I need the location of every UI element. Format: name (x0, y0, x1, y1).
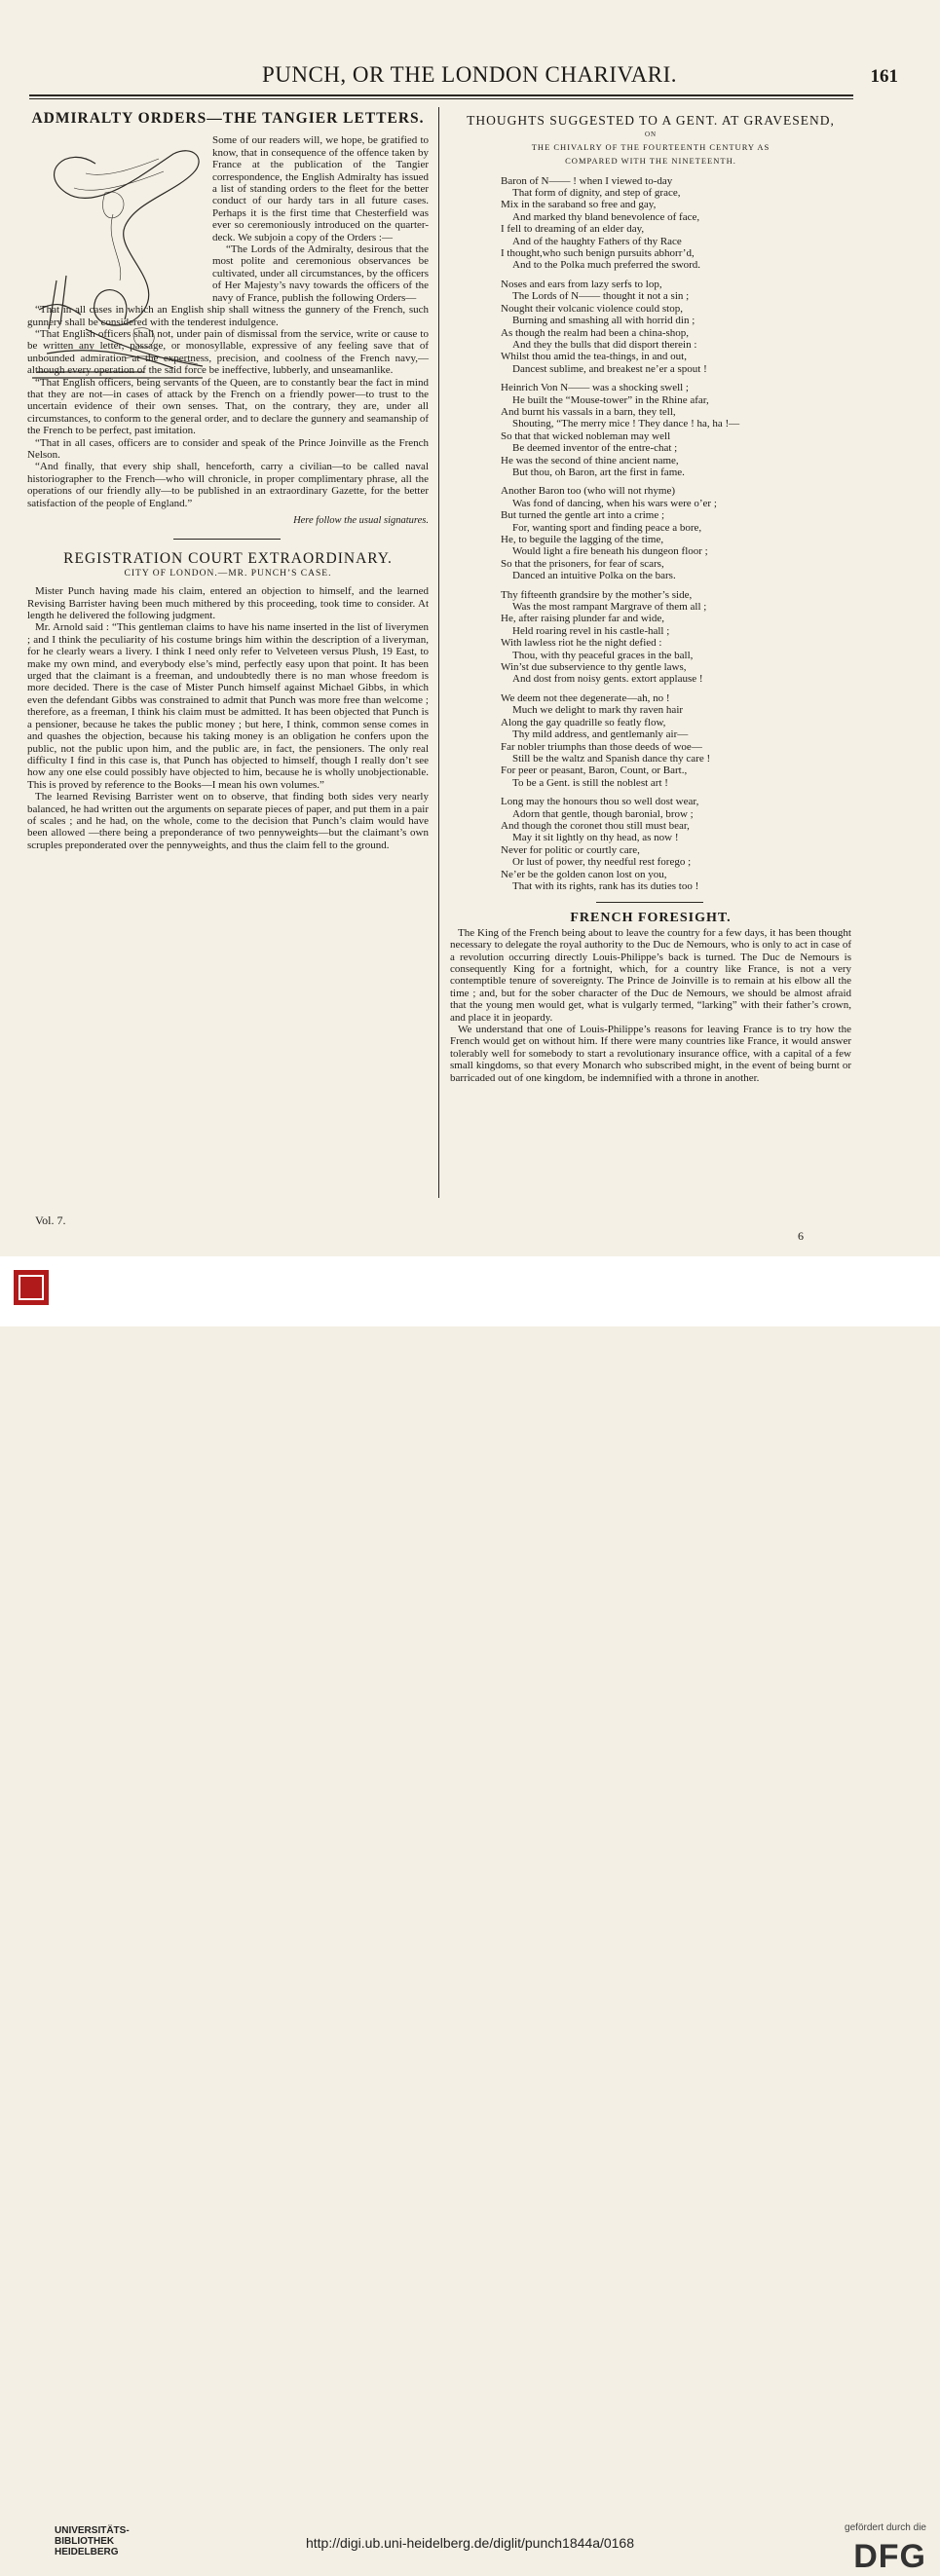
poem-line: The Lords of N—— thought it not a sin ; (512, 290, 690, 303)
poem-line: And dost from noisy gents. extort applause ! (512, 673, 703, 686)
foresight-p2: We understand that one of Louis-Philippe’s reasons for leaving France is to try how the French would get on without him. If there were many countries like France, it would answer tolerably well for somebody to start a revolutionary insurance office, with a capital of a few small kingdoms, so that every Monarch who subscribed might, in the event of being burnt or barricaded out of one kingdom, be indemnified with a throne in another. (450, 1024, 851, 1084)
poem-line: Along the gay quadrille so featly flow, (501, 716, 666, 728)
poem-line: But turned the gentle art into a crime ; (501, 509, 665, 522)
poem-line: Dancest sublime, and breakest ne’er a spout ! (512, 362, 707, 375)
thoughts-subtitle-1: THE CHIVALRY OF THE FOURTEENTH CENTURY AS (531, 141, 771, 152)
poem-line: May it sit lightly on thy head, as now ! (512, 832, 679, 844)
section-rule (596, 902, 703, 903)
poem-line: To be a Gent. is still the noblest art ! (512, 776, 668, 789)
poem-line: Would light a fire beneath his dungeon floor ; (512, 545, 708, 558)
mermaid-illustration (27, 134, 210, 390)
admiralty-p1: “The Lords of the Admiralty, desirous that the most polite and ceremonious observances be cultivated, under all circumstances, by the officers of Her Majesty’s navy towards the officers of the navy of France, publish the following Orders— (212, 243, 429, 304)
poem-line: We deem not thee degenerate—ah, no ! (501, 691, 670, 704)
poem-line: Baron of N—— ! when I viewed to-day (501, 174, 673, 187)
thoughts-title: THOUGHTS SUGGESTED TO A GENT. AT GRAVESEND, (467, 113, 835, 128)
poem-line: But thou, oh Baron, art the first in fame. (512, 466, 685, 478)
registration-subtitle: CITY OF LONDON.—MR. PUNCH’S CASE. (124, 568, 332, 579)
poem-line: Much we delight to mark thy raven hair (512, 704, 684, 717)
poem-line: Danced an intuitive Polka on the bars. (512, 570, 676, 582)
library-line-3: HEIDELBERG (55, 2547, 119, 2557)
poem-line: Ne’er be the golden canon lost on you, (501, 868, 667, 880)
repository-bar (0, 1256, 940, 2575)
poem-line: And they the bulls that did disport therein : (512, 338, 697, 351)
poem-line: Thou, with thy peaceful graces in the ball, (512, 649, 694, 661)
admiralty-p2: “That in all cases in which an English ship shall witness the gunnery of the French, such gunnery shall be considered with the tenderest indulgence. (27, 304, 429, 328)
thoughts-subtitle-2: COMPARED WITH THE NINETEENTH. (565, 156, 736, 167)
admiralty-p3: “That English officers shall not, under pain of dismissal from the service, write or cause to be written any letter, passage, or monosyllable, expressive of any feeling save that of unbounded admiration at the expertness, precision, and coolness of the French navy,—although every operation of the said force be ineffective, lubberly, and unseamanlike. (27, 327, 429, 377)
thoughts-on: ON (644, 131, 658, 139)
admiralty-p5: “That in all cases, officers are to consider and speak of the Prince Joinville as the French Nelson. (27, 436, 429, 461)
admiralty-p6: “And finally, that every ship shall, henceforth, carry a civilian—to be called naval historiographer to the French—who will chronicle, in proper complimentary phrase, all the operations of our friendly ally—to be published in an extraordinary Gazette, for the better satisfaction of the people of England.” (27, 461, 429, 509)
page-header (21, 56, 918, 93)
poem-line: Thy mild address, and gentlemanly air— (512, 728, 689, 741)
poem-line: Whilst thou amid the tea-things, in and out, (501, 351, 687, 363)
poem-line: With lawless riot he the night defied : (501, 637, 662, 650)
poem-line: And burnt his vassals in a barn, they tell, (501, 405, 676, 418)
library-line-2: BIBLIOTHEK (55, 2536, 115, 2547)
poem-line: I fell to dreaming of an elder day, (501, 223, 645, 236)
poem-line: As though the realm had been a china-shop, (501, 326, 690, 339)
poem-line: Win’st due subservience to thy gentle laws, (501, 661, 687, 674)
poem-line: That form of dignity, and step of grace, (512, 187, 681, 200)
poem-line: And though the coronet thou still must bear, (501, 819, 690, 832)
admiralty-signature: Here follow the usual signatures. (293, 515, 429, 526)
poem-line: Be deemed inventor of the entre-chat ; (512, 442, 678, 455)
poem-line: Shouting, “The merry mice ! They dance ! ha, ha !— (512, 418, 740, 430)
poem-line: Held roaring revel in his castle-hall ; (512, 624, 670, 637)
registration-p3: The learned Revising Barrister went on to observe, that finding both sides very nearly balanced, he had written out the arguments on separate pieces of paper, and put them in a pair of scales ; and he had, on the whole, come to the decision that Punch’s claim would have been allowed —there being a preponderance of two pennyweights—but the claimant’s own scruples preponderated over the pennyweights, and thus the claim fell to the ground. (27, 791, 430, 851)
library-name (55, 2525, 130, 2557)
admiralty-intro-text: Some of our readers will, we hope, be gratified to know, that in consequence of the offence taken by France at the publication of the Tangier correspondence, the English Admiralty has issued a list of standing orders to the fleet for the better conduct of our hardy tars in all future cases. Perhaps it is the first time that Chesterfield was ever so ceremoniously introduced on the quarter-deck. We subjoin a copy of the Orders :— (212, 134, 429, 243)
poem-line: So that the prisoners, for fear of scars, (501, 557, 664, 570)
poem-line: He, to beguile the lagging of the time, (501, 534, 664, 545)
permalink[interactable]: http://digi.ub.uni-heidelberg.de/diglit/punch1844a/0168 (305, 2535, 635, 2551)
poem-line: Long may the honours thou so well dost wear, (501, 796, 699, 808)
foresight-title: FRENCH FORESIGHT. (570, 911, 732, 926)
poem-line: That with its rights, rank has its duties too ! (512, 879, 699, 892)
poem-line: Was the most rampant Margrave of them all ; (512, 601, 707, 614)
header-rule-thin (29, 98, 853, 99)
poem-line: Still be the waltz and Spanish dance thy care ! (512, 752, 711, 765)
poem-line: He built the “Mouse-tower” in the Rhine afar, (512, 393, 709, 406)
poem-line: Thy fifteenth grandsire by the mother’s side, (501, 588, 693, 601)
poem-line: He was the second of thine ancient name, (501, 454, 679, 467)
poem-line: Never for politic or courtly care, (501, 843, 640, 856)
poem-line: And of the haughty Fathers of thy Race (512, 235, 682, 247)
poem-line: Mix in the saraband so free and gay, (501, 199, 657, 211)
poem-line: For, wanting sport and finding peace a bore, (512, 521, 702, 534)
sheet-number: 6 (798, 1229, 804, 1243)
poem-line: And to the Polka much preferred the sword. (512, 259, 701, 272)
column-divider (438, 107, 439, 1198)
admiralty-intro (212, 134, 429, 243)
admiralty-p4: “That English officers, being servants of the Queen, are to constantly bear the fact in mind that they are not—in cases of attack by the French on a friendly power—to trust to the uncertain evidence of their own senses. That, on the contrary, they are, under all circumstances, to conform to the general order, and to declare the gunnery and seamanship of the French to be perfect, past imitation. (27, 376, 429, 437)
page-number: 161 (870, 66, 898, 87)
header-rule (29, 94, 853, 96)
poem-line: Or lust of power, thy needful rest forego ; (512, 856, 692, 869)
poem (450, 175, 851, 893)
poem-line: I thought,who such benign pursuits abhorr’d, (501, 247, 695, 260)
poem-line: Heinrich Von N—— was a shocking swell ; (501, 382, 689, 394)
poem-line: Noses and ears from lazy serfs to lop, (501, 278, 662, 290)
poem-line: Adorn that gentle, though baronial, brow ; (512, 807, 694, 820)
foresight-p1: The King of the French being about to leave the country for a few days, it has been thought necessary to delegate the royal authority to the Duc de Nemours, who is only to act in case of a revolution occurring directly Louis-Philippe’s back is turned. The Duc de Nemours is consequently King for a fortnight, which, for a country like France, is not a very contemptible tenure of sovereignty. The Prince de Joinville is to remain at his elbow all the time ; and, but for the sober character of the Duc de Nemours, we should be almost afraid that the young men would get, what is vulgarly termed, “larking” with their father’s crown, and place it in jeopardy. (450, 926, 851, 1024)
right-column (450, 115, 851, 1084)
library-line-1: UNIVERSITÄTS- (55, 2525, 130, 2536)
newspaper-page (0, 0, 940, 1256)
poem-line: So that that wicked nobleman may well (501, 429, 671, 442)
poem-line: And marked thy bland benevolence of face, (512, 210, 700, 223)
dfg-logo: DFG (853, 2538, 926, 2575)
poem-line: Another Baron too (who will not rhyme) (501, 485, 676, 498)
admiralty-title: ADMIRALTY ORDERS—THE TANGIER LETTERS. (31, 110, 425, 127)
library-logo-icon (12, 1268, 51, 1307)
poem-line: He, after raising plunder far and wide, (501, 613, 664, 625)
volume-label: Vol. 7. (35, 1213, 66, 1227)
section-rule (173, 539, 281, 540)
poem-line: Far nobler triumphs than those deeds of woe— (501, 740, 702, 753)
poem-line: For peer or peasant, Baron, Count, or Bart., (501, 765, 688, 777)
registration-p1: Mister Punch having made his claim, entered an objection to himself, and the learned Revising Barrister having been much mithered by this proceeding, took time to consider. At length he delivered the following judgment. (27, 585, 429, 622)
poem-line: Burning and smashing all with horrid din ; (512, 315, 696, 327)
registration-title: REGISTRATION COURT EXTRAORDINARY. (63, 550, 393, 568)
funded-by-label: gefördert durch die (845, 2522, 926, 2533)
registration-p2: Mr. Arnold said : “This gentleman claims to have his name inserted in the list of liverymen ; and I think the peculiarity of his costume brings him within the description of a liveryman, for he clearly wears a livery. I think I need only refer to Velveteen versus Plush, 19 East, to make my own mind, and everybody else’s mind, perfectly easy upon that point. It has been urged that the claimant is a freeman, and undoubtedly there is no man whose freedom is more decided. There is the case of Mister Punch himself against Michael Gibbs, in which even the defendant Gibbs was constrained to admit that Punch was more free than welcome ; therefore, as a freeman, I think his claim must be admitted. It has been objected that Punch is a pensioner, because he takes the public money ; but here, I think, common sense comes in and quashes the objection, because his taking money is an obligation he confers upon the public, not the public upon him, and the public are, in fact, the pensioners. The only real difficulty I find in this case is, that Punch has objected to himself, though I really don’t see how any one else could possibly have objected to him, because he is wholly unobjectionable. This is proved by reference to the Books—I mean his own volumes.” (27, 621, 429, 791)
poem-line: Was fond of dancing, when his wars were o’er ; (512, 497, 717, 509)
poem-line: Nought their volcanic violence could stop, (501, 302, 683, 315)
masthead-title: PUNCH, OR THE LONDON CHARIVARI. (261, 62, 678, 87)
